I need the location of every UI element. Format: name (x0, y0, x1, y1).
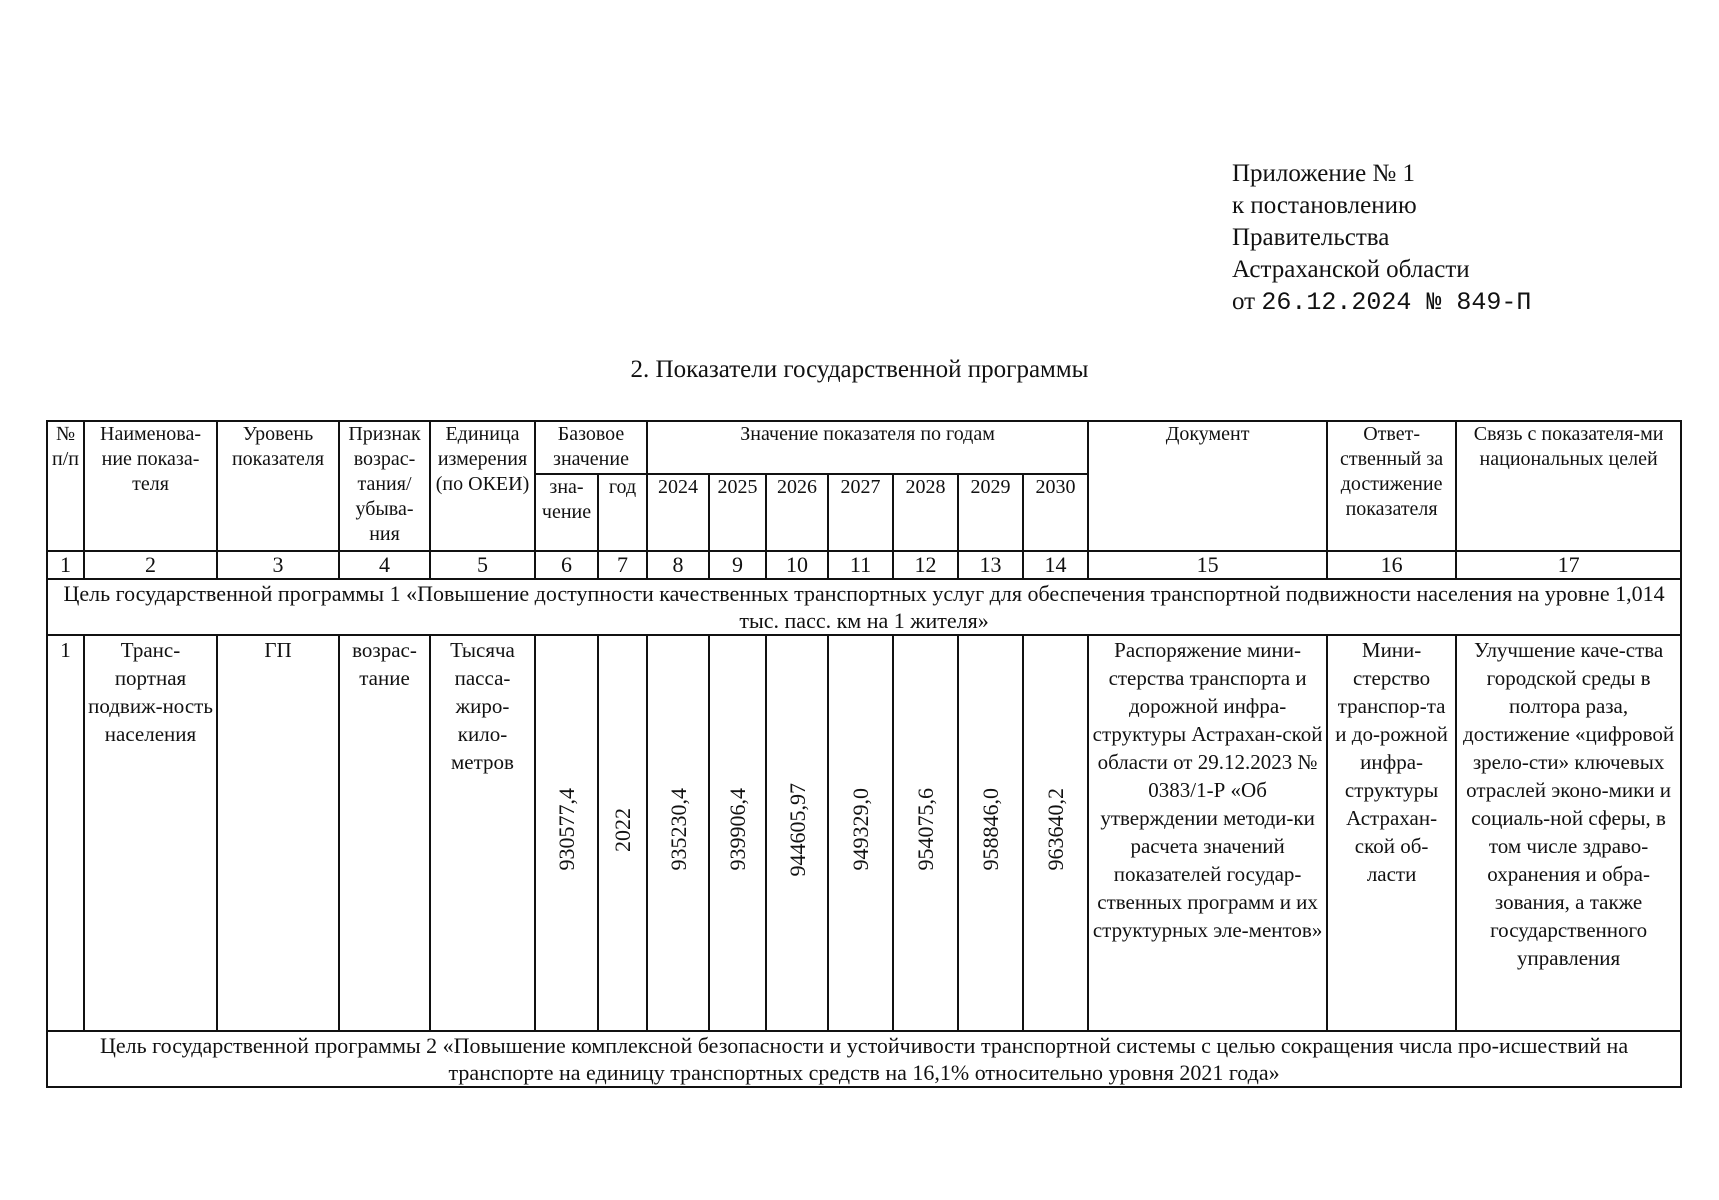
table-row (47, 635, 1681, 1031)
row-value-2030 (1023, 635, 1088, 1031)
row-base-value (535, 635, 598, 1031)
value-text: 954075,6 (913, 788, 939, 871)
row-name: Транс-портная подвиж-ность населения (84, 635, 217, 1031)
goal-1-text: Цель государственной программы 1 «Повышение доступности качественных транспортных услуг для обеспечения транспортной подвижности населения на уровне 1,014 тыс. пасс. км на 1 жителя» (47, 579, 1681, 635)
column-number: 1 (47, 551, 84, 579)
column-number: 2 (84, 551, 217, 579)
header-sign: Признак возрас-тания/ убыва-ния (339, 421, 430, 551)
row-num: 1 (47, 635, 84, 1031)
row-unit: Тысяча пасса-жиро-кило-метров (430, 635, 535, 1031)
header-num: № п/п (47, 421, 84, 551)
header-year: 2027 (828, 474, 893, 551)
column-number: 9 (709, 551, 766, 579)
annex-date-number: 26.12.2024 № 849-П (1261, 288, 1532, 317)
goal-row (47, 579, 1681, 635)
column-number: 10 (766, 551, 828, 579)
row-value-2029 (958, 635, 1023, 1031)
annex-line: к постановлению (1232, 192, 1417, 219)
header-name: Наименова-ние показа-теля (84, 421, 217, 551)
value-text: 949329,0 (848, 788, 874, 871)
row-value-2028 (893, 635, 958, 1031)
page-title: 2. Показатели государственной программы (630, 356, 1089, 383)
row-base-year (598, 635, 647, 1031)
header-unit: Единица измерения (по ОКЕИ) (430, 421, 535, 551)
header-year: 2024 (647, 474, 709, 551)
column-number: 6 (535, 551, 598, 579)
value-text: 939906,4 (725, 788, 751, 871)
header-row (47, 421, 1681, 474)
row-document: Распоряжение мини-стерства транспорта и дорожной инфра-структуры Астрахан-ской области от 29.12.2023 № 0383/1-Р «Об утверждении методи-ки расчета значений показателей государ-ственных программ и их структурных эле-ментов» (1088, 635, 1327, 1031)
annex-line: Астраханской области (1232, 256, 1470, 283)
column-number: 17 (1456, 551, 1681, 579)
column-number: 7 (598, 551, 647, 579)
row-level: ГП (217, 635, 339, 1031)
header-year: 2028 (893, 474, 958, 551)
row-value-2025 (709, 635, 766, 1031)
header-base-value: зна-чение (535, 474, 598, 551)
row-national-goals-link: Улучшение каче-ства городской среды в полтора раза, достижение «цифровой зрело-сти» ключевых отраслей эконо-мики и социаль-ной сферы, в том числе здраво-охранения и обра-зования, а также государственного управления (1456, 635, 1681, 1031)
header-level: Уровень показателя (217, 421, 339, 551)
value-text: 963640,2 (1043, 788, 1069, 871)
header-year: 2025 (709, 474, 766, 551)
header-years-group: Значение показателя по годам (647, 421, 1088, 474)
annex-date-prefix: от (1232, 288, 1256, 315)
row-responsible: Мини-стерство транспор-та и до-рожной инфра-структуры Астрахан-ской об-ласти (1327, 635, 1456, 1031)
value-text: 958846,0 (978, 788, 1004, 871)
column-number: 13 (958, 551, 1023, 579)
annex-line: Приложение № 1 (1232, 160, 1416, 187)
column-number: 15 (1088, 551, 1327, 579)
column-number-row (47, 551, 1681, 579)
indicators-table (46, 420, 1682, 1088)
column-number: 5 (430, 551, 535, 579)
column-number: 12 (893, 551, 958, 579)
base-year-text: 2022 (610, 807, 635, 852)
header-year: 2026 (766, 474, 828, 551)
column-number: 11 (828, 551, 893, 579)
header-responsible: Ответ-ственный за достижение показателя (1327, 421, 1456, 551)
annex-block (1232, 158, 1531, 319)
header-base-year: год (598, 474, 647, 551)
column-number: 16 (1327, 551, 1456, 579)
row-value-2026 (766, 635, 828, 1031)
value-text: 944605,97 (784, 782, 810, 877)
column-number: 3 (217, 551, 339, 579)
column-number: 4 (339, 551, 430, 579)
header-base: Базовое значение (535, 421, 647, 474)
header-link: Связь с показателя-ми национальных целей (1456, 421, 1681, 551)
row-sign: возрас-тание (339, 635, 430, 1031)
goal-row (47, 1031, 1681, 1087)
goal-2-text: Цель государственной программы 2 «Повышение комплексной безопасности и устойчивости транспортной системы с целью сокращения числа про-исшествий на транспорте на единицу транспортных средств на 16,1% относительно уровня 2021 года» (47, 1031, 1681, 1087)
row-value-2024 (647, 635, 709, 1031)
value-text: 935230,4 (665, 788, 691, 871)
annex-line: Правительства (1232, 224, 1390, 251)
row-value-2027 (828, 635, 893, 1031)
column-number: 8 (647, 551, 709, 579)
header-document: Документ (1088, 421, 1327, 551)
column-number: 14 (1023, 551, 1088, 579)
header-year: 2030 (1023, 474, 1088, 551)
header-year: 2029 (958, 474, 1023, 551)
annex-date-line (1232, 286, 1531, 319)
base-value-text: 930577,4 (554, 788, 579, 871)
